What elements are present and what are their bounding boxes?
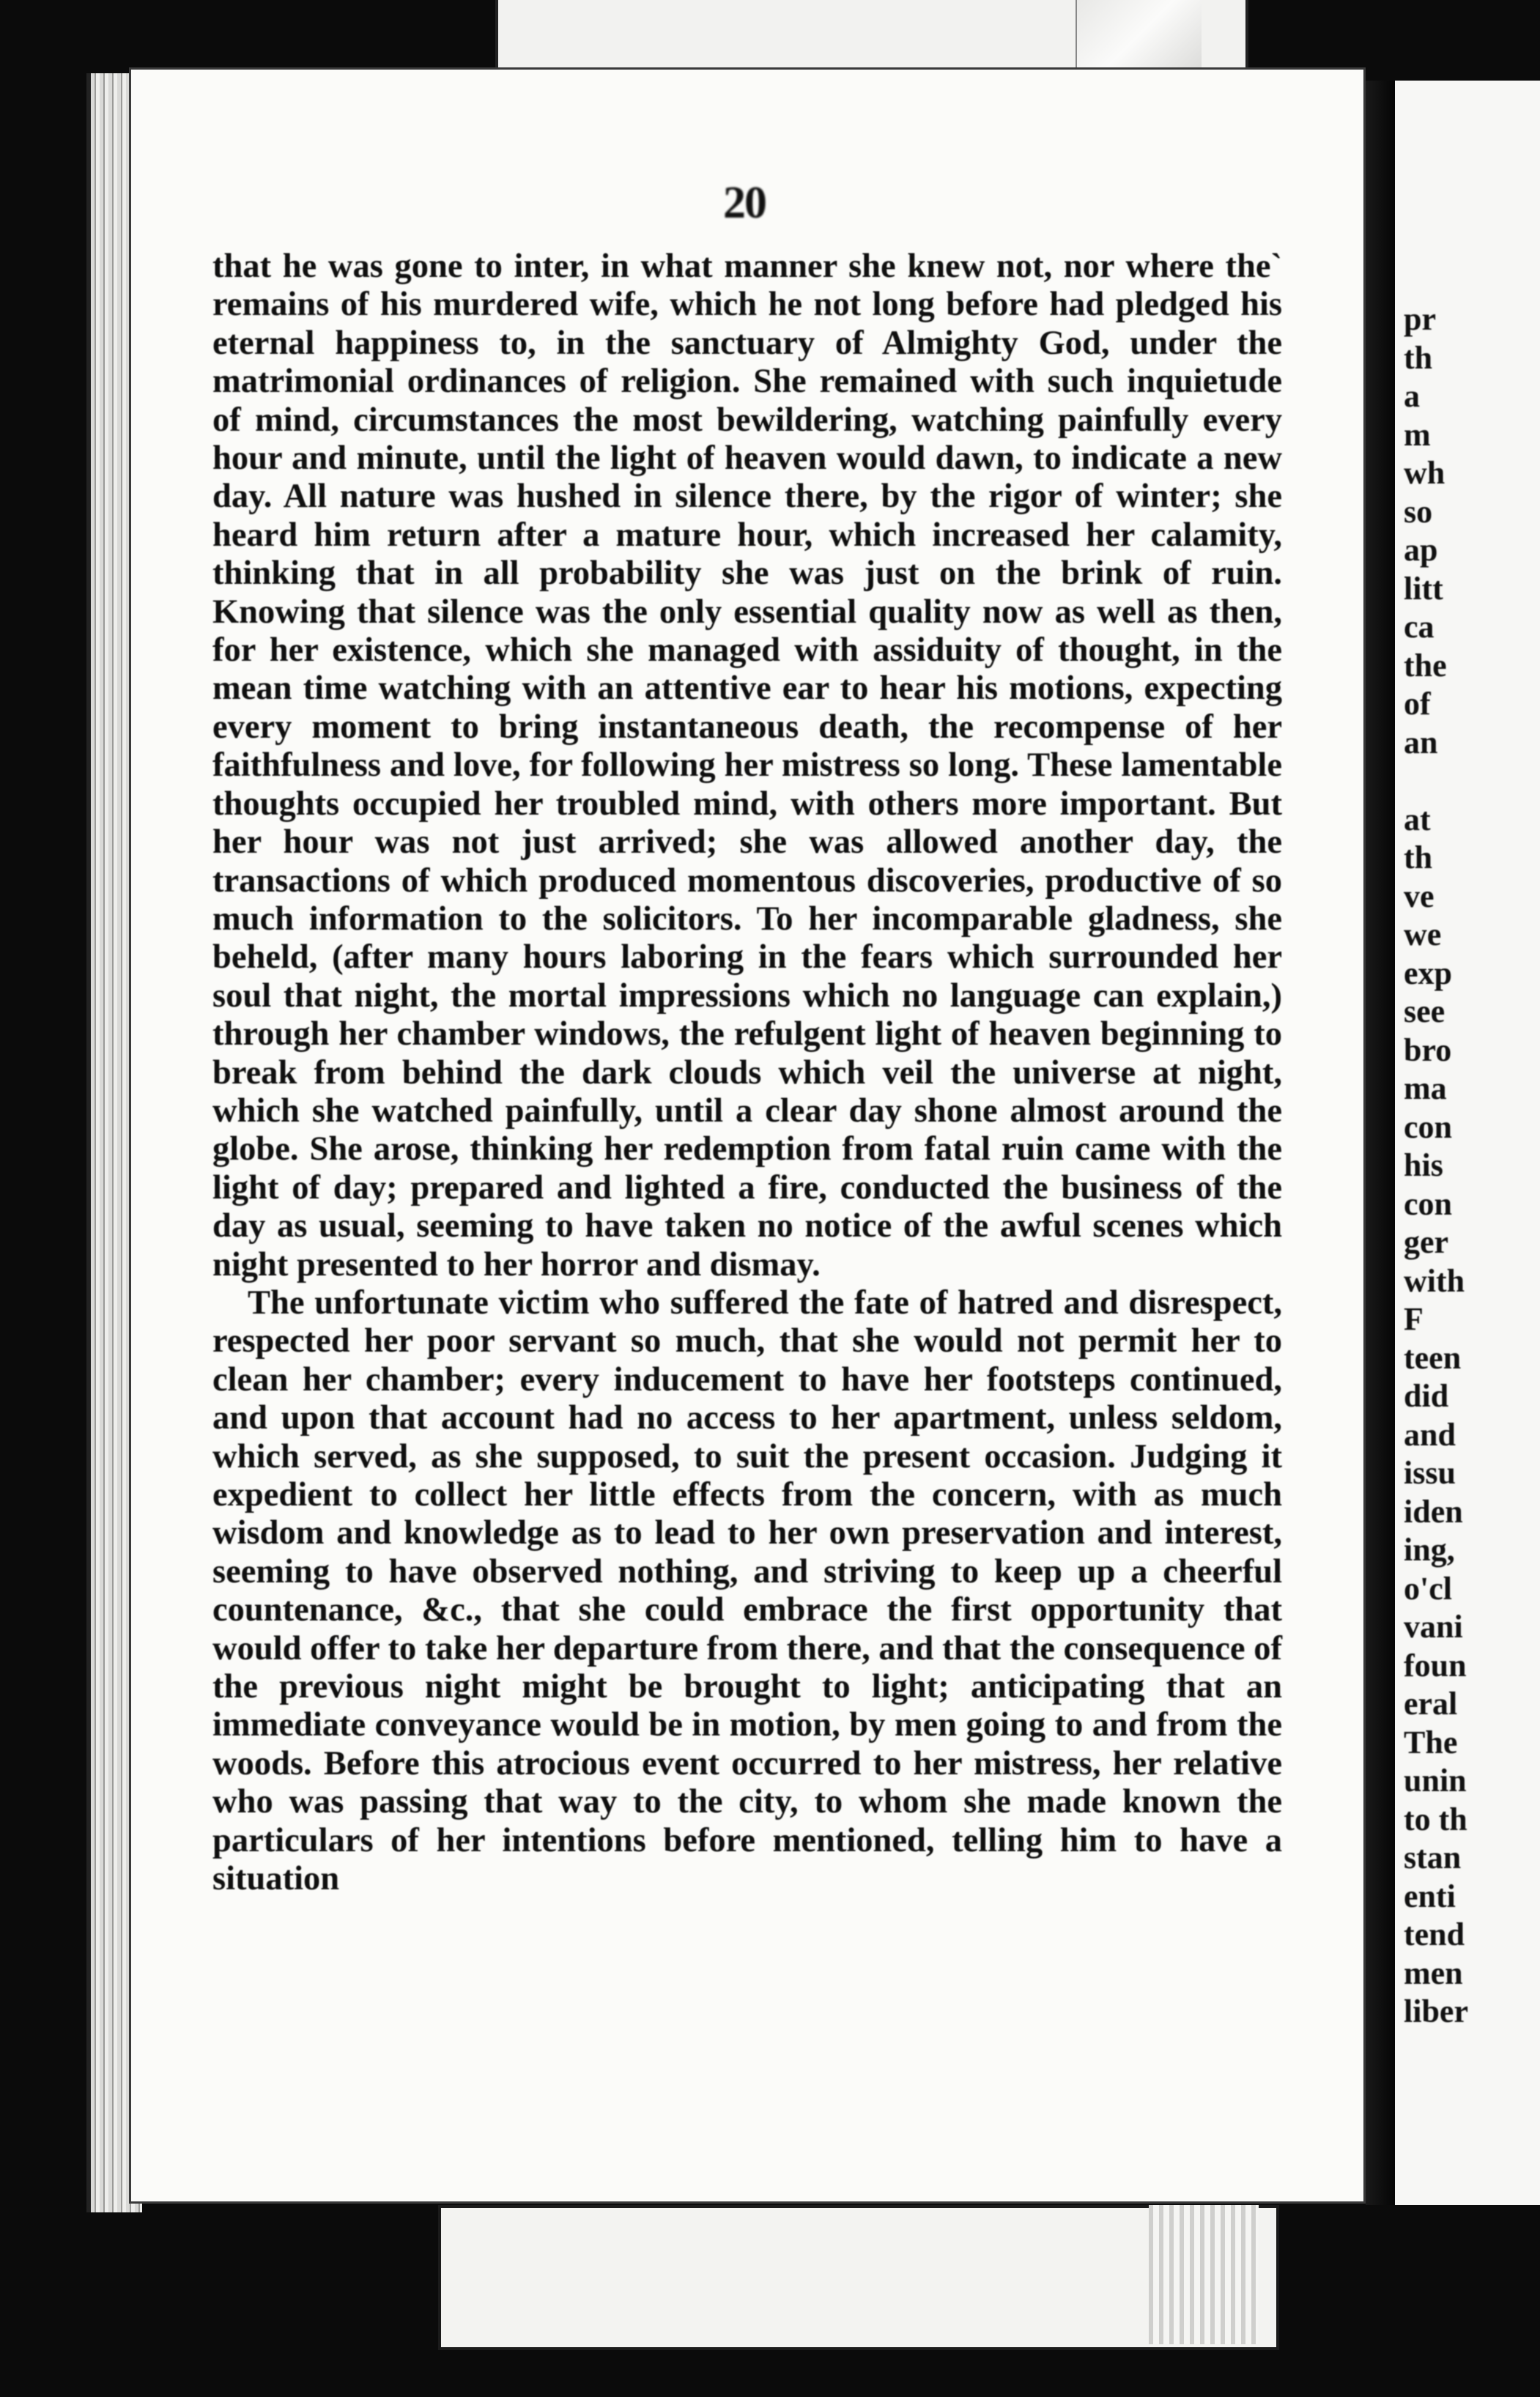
paper-strip-top [495, 0, 1248, 70]
facing-page-line: teen [1404, 1339, 1462, 1376]
facing-page-line: ma [1404, 1070, 1447, 1106]
facing-page-line: ca [1404, 609, 1435, 645]
facing-page-line: liber [1404, 1993, 1468, 2029]
facing-page-line: the [1404, 647, 1447, 683]
facing-page-line: an [1404, 724, 1438, 760]
facing-page-line: enti [1404, 1878, 1456, 1914]
page-number: 20 [723, 178, 766, 228]
facing-page-text [1404, 300, 1540, 2031]
facing-page-line [1404, 762, 1540, 801]
facing-page-line: a [1404, 378, 1420, 414]
facing-page-line: o'cl [1404, 1570, 1452, 1607]
facing-page-line: th [1404, 339, 1433, 376]
facing-page-line: of [1404, 686, 1431, 722]
facing-page-line: ve [1404, 878, 1435, 914]
facing-page-line: m [1404, 416, 1431, 453]
book-page [129, 67, 1366, 2204]
facing-page-line: exp [1404, 955, 1452, 991]
facing-page-line: bro [1404, 1031, 1452, 1068]
facing-page-line: and [1404, 1416, 1456, 1453]
facing-page-line: ing, [1404, 1532, 1455, 1568]
facing-page-line: stan [1404, 1840, 1462, 1875]
facing-page-line: litt [1404, 570, 1443, 607]
facing-page-line: The [1404, 1724, 1458, 1760]
facing-page-line: F [1404, 1301, 1424, 1337]
facing-page-line: iden [1404, 1493, 1463, 1530]
facing-page-line: con [1404, 1108, 1452, 1145]
facing-page-line: con [1404, 1185, 1452, 1222]
facing-page-line: at [1404, 801, 1431, 837]
facing-page-line: wh [1404, 455, 1445, 491]
facing-page-line: th [1404, 840, 1433, 875]
facing-page [1395, 81, 1540, 2205]
facing-page-line: see [1404, 993, 1445, 1029]
facing-page-line: did [1404, 1378, 1449, 1414]
facing-page-line: ap [1404, 532, 1438, 568]
facing-page-line: pr [1404, 301, 1436, 337]
facing-page-line: eral [1404, 1686, 1458, 1722]
paragraph-2: The unfortunate victim who suffered the fate of hatred and disrespect, respected her poor servant so much, that she would not permit her to clean her chamber; every inducement to have her footsteps continued, and upon that account had no access to her apartment, unless seldom, which served, as she supposed, to suit the present occasion. Judging it expedient to collect her little effects from the concern, with as much wisdom and knowledge as to lead to her own preservation and interest, seeming to have observed nothing, and striving to keep up a cheerful countenance, &c., that she could embrace the first opportunity that would offer to take her departure from there, and that the consequence of the previous night might be brought to light; anticipating that an immediate conveyance would be in motion, by men going to and from the woods. Before this atrocious event occurred to her mistress, her relative who was passing that way to the city, to whom she made known the particulars of her intentions before mentioned, telling him to have a situation [212, 1283, 1282, 1898]
facing-page-line: unin [1404, 1763, 1467, 1798]
folded-paper-corner [1076, 0, 1202, 70]
facing-page-line: so [1404, 493, 1433, 530]
facing-page-line: foun [1404, 1647, 1467, 1683]
page-text [212, 248, 1282, 1898]
book-gutter [1366, 81, 1395, 2205]
facing-page-line: tend [1404, 1916, 1465, 1952]
facing-page-line: issu [1404, 1455, 1456, 1491]
facing-page-line: we [1404, 916, 1442, 952]
paper-strip-edge [1149, 2205, 1259, 2344]
facing-page-line: vani [1404, 1609, 1463, 1645]
facing-page-line: his [1404, 1147, 1443, 1183]
paragraph-1: that he was gone to inter, in what manner she knew not, nor where the` remains of his murdered wife, which he not long before had pledged his eternal happiness to, in the sanctuary of Almighty God, under the matrimonial ordinances of religion. She remained with such inquietude of mind, circumstances the most bewildering, watching painfully every hour and minute, until the light of heaven would dawn, to indicate a new day. All nature was hushed in silence there, by the rigor of winter; she heard him return after a mature hour, which increased her calamity, thinking that in all probability she was just on the brink of ruin. Knowing that silence was the only essential quality now as well as then, for her existence, which she managed with assiduity of thought, in the mean time watching with an attentive ear to hear his motions, expecting every moment to bring instantaneous death, the recompense of her faithfulness and love, for following her mistress so long. These lamentable thoughts occupied her troubled mind, with others more important. But her hour was not just arrived; she was allowed another day, the transactions of which produced momentous discoveries, productive of so much information to the solicitors. To her incomparable gladness, she beheld, (after many hours laboring in the fears which surrounded her soul that night, the mortal impressions which no language can explain,) through her chamber windows, the refulgent light of heaven beginning to break from behind the dark clouds which veil the universe at night, which she watched painfully, until a clear day shone almost around the globe. She arose, thinking her redemption from fatal ruin came with the light of day; prepared and lighted a fire, conducted the business of the day as usual, seeming to have taken no notice of the awful scenes which night presented to her horror and dismay. [212, 248, 1282, 1283]
facing-page-line: with [1404, 1262, 1465, 1299]
facing-page-line: ger [1404, 1224, 1449, 1260]
facing-page-line: to th [1404, 1801, 1467, 1837]
facing-page-line: men [1404, 1955, 1463, 1991]
